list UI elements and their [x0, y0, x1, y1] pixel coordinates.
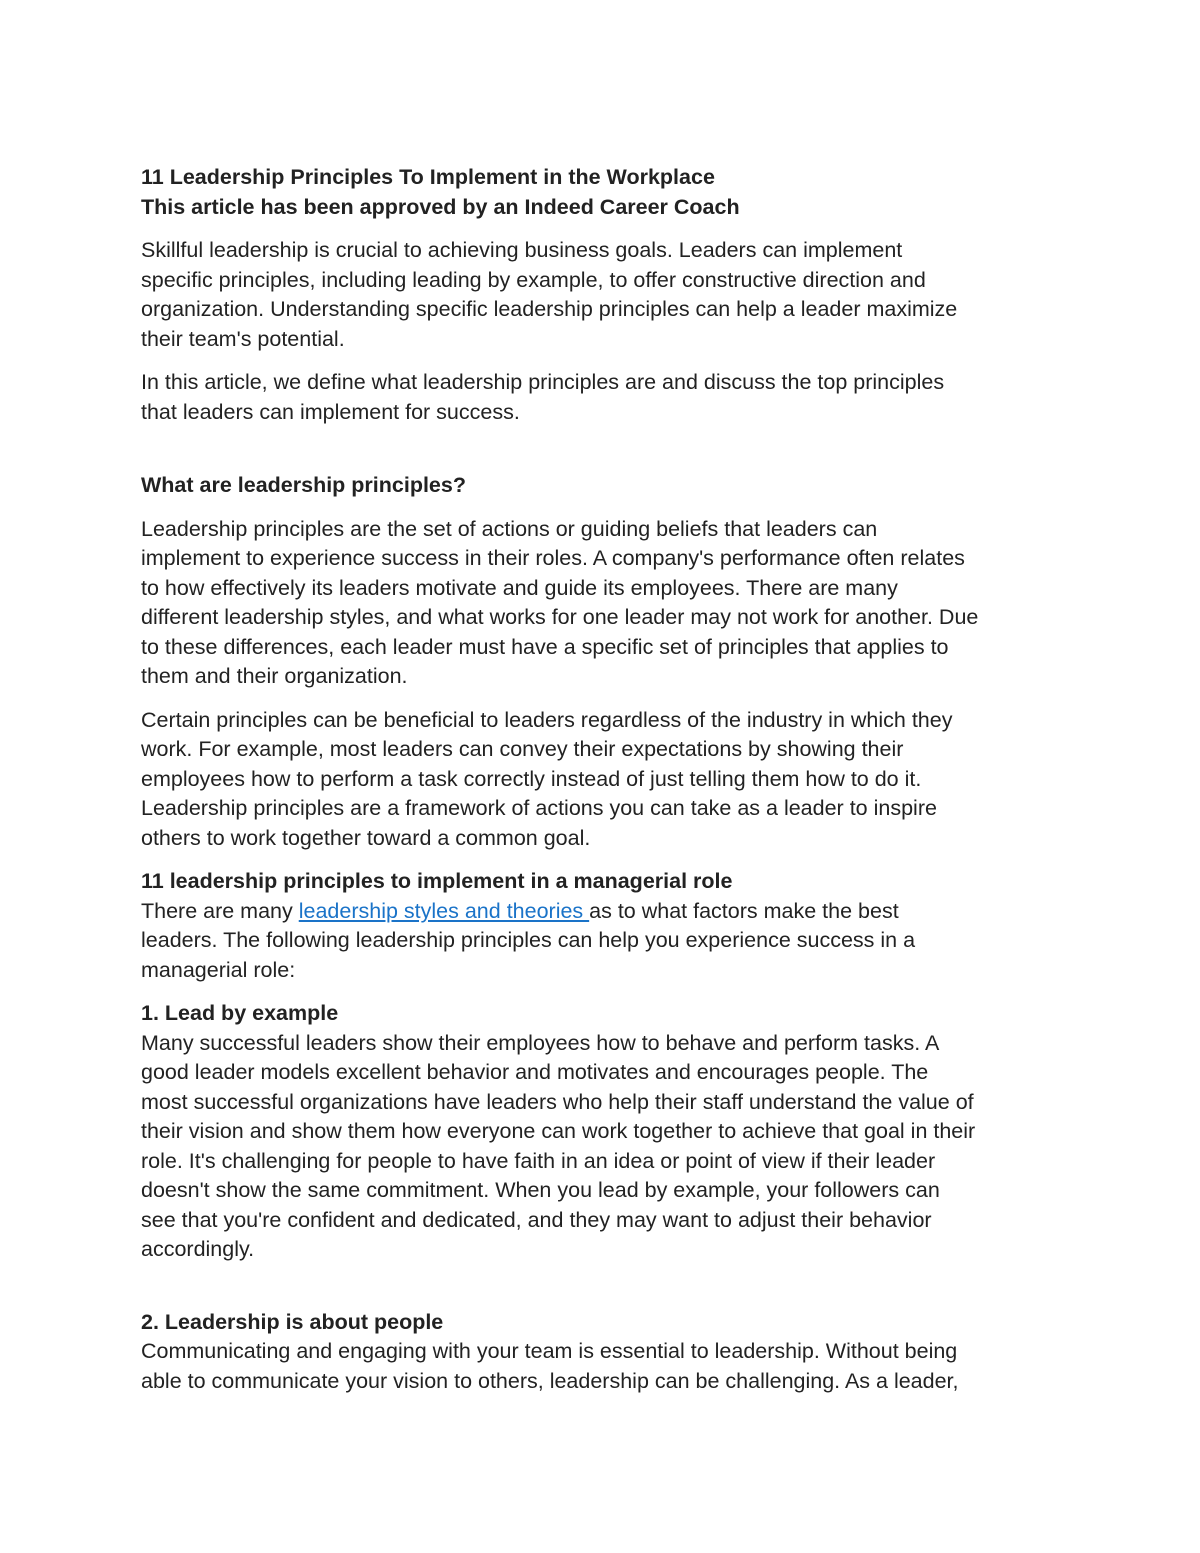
text-line [141, 897, 1061, 927]
intro-paragraph-2 [141, 368, 1061, 427]
text-line: good leader models excellent behavior and motivates and encourages people. The [141, 1060, 929, 1084]
text-line: Many successful leaders show their employees how to behave and perform tasks. A [141, 1030, 940, 1055]
text-line: able to communicate your vision to others, leadership can be challenging. As a leader, [141, 1368, 959, 1393]
text-line: accordingly. [141, 1237, 255, 1261]
item2-body [141, 1337, 1061, 1396]
text-line: leaders. The following leadership principles can help you experience success in a [141, 928, 916, 952]
section2-paragraph [141, 897, 1061, 986]
text-line: implement to experience success in their roles. A company's performance often relates [141, 546, 965, 570]
text-line: others to work together toward a common goal. [141, 825, 591, 850]
section1-paragraph-1 [141, 515, 1061, 692]
text-line: In this article, we define what leadership principles are and discuss the top principles [141, 370, 945, 394]
text-line: Certain principles can be beneficial to leaders regardless of the industry in which they [141, 707, 953, 732]
text-line: them and their organization. [141, 664, 408, 688]
text-line: see that you're confident and dedicated, and they may want to adjust their behavior [141, 1207, 932, 1232]
text-line: to these differences, each leader must have a specific set of principles that applies to [141, 634, 949, 659]
item-heading-lead-by-example: 1. Lead by example [141, 1001, 339, 1025]
text-line: organization. Understanding specific leadership principles can help a leader maximize [141, 297, 958, 321]
text-line: Leadership principles are the set of actions or guiding beliefs that leaders can [141, 516, 878, 541]
text-line: their team's potential. [141, 326, 345, 351]
text-line: most successful organizations have leaders who help their staff understand the value of [141, 1089, 974, 1114]
text-line: Communicating and engaging with your team is essential to leadership. Without being [141, 1339, 958, 1363]
section-heading-11-principles: 11 leadership principles to implement in a managerial role [141, 869, 733, 893]
text-line: specific principles, including leading by example, to offer constructive direction and [141, 267, 926, 292]
text-fragment: as to what factors make the best [589, 898, 899, 923]
text-line: Leadership principles are a framework of actions you can take as a leader to inspire [141, 796, 937, 820]
text-line: to how effectively its leaders motivate and guide its employees. There are many [141, 575, 898, 600]
leadership-styles-link[interactable]: leadership styles and theories [298, 898, 590, 923]
intro-paragraph-1 [141, 236, 1061, 354]
text-line: work. For example, most leaders can convey their expectations by showing their [141, 737, 904, 761]
document-page [141, 163, 1061, 1396]
text-line: Skillful leadership is crucial to achieving business goals. Leaders can implement [141, 238, 903, 262]
text-line: role. It's challenging for people to have faith in an idea or point of view if their leader [141, 1148, 936, 1173]
text-fragment: There are many [141, 898, 299, 923]
text-line: their vision and show them how everyone can work together to achieve that goal in their [141, 1119, 976, 1143]
section-heading-what-are: What are leadership principles? [141, 473, 466, 497]
section1-paragraph-2 [141, 706, 1061, 854]
document-subtitle: This article has been approved by an Indeed Career Coach [141, 194, 740, 219]
text-line: that leaders can implement for success. [141, 399, 520, 424]
title-block [141, 163, 1061, 222]
text-line: doesn't show the same commitment. When you lead by example, your followers can [141, 1178, 940, 1202]
item1-body [141, 1029, 1061, 1265]
text-line: managerial role: [141, 957, 296, 982]
text-line: employees how to perform a task correctly instead of just telling them how to do it. [141, 766, 922, 791]
document-title: 11 Leadership Principles To Implement in the Workplace [141, 165, 715, 189]
text-line: different leadership styles, and what works for one leader may not work for another. Due [141, 605, 979, 629]
item-heading-leadership-is-about-people: 2. Leadership is about people [141, 1309, 444, 1334]
